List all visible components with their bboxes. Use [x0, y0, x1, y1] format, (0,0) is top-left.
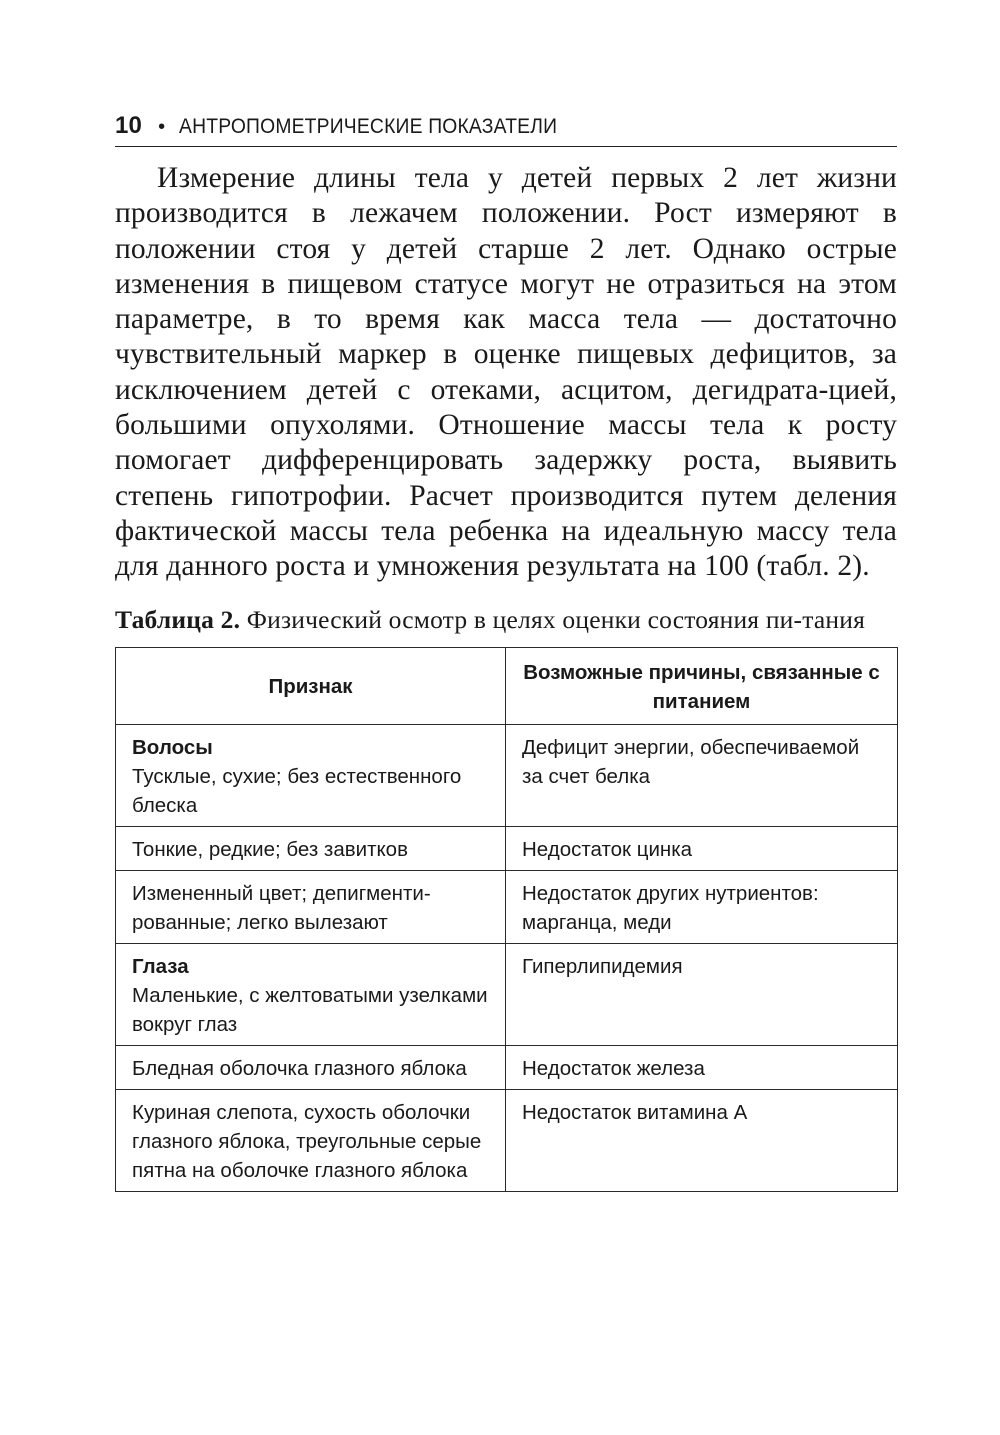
sign-text: Измененный цвет; депигменти-рованные; легко вылезают	[132, 881, 431, 934]
cause-cell	[506, 724, 898, 826]
cause-cell	[506, 1045, 898, 1089]
table-row	[116, 870, 898, 943]
cause-cell	[506, 1089, 898, 1191]
page-number: 10	[115, 112, 143, 139]
table-row	[116, 724, 898, 826]
table-caption-text: Физический осмотр в целях оценки состояния пи-тания	[246, 604, 865, 634]
header-bullet: •	[158, 116, 166, 138]
section-heading-hair: Волосы	[132, 735, 213, 759]
sign-text: Тонкие, редкие; без завитков	[132, 837, 408, 861]
sign-text: Маленькие, с желтоватыми узелками вокруг глаз	[132, 983, 488, 1036]
cause-text: Недостаток железа	[522, 1056, 705, 1080]
sign-cell	[116, 1089, 506, 1191]
column-header-cause: Возможные причины, связанные с питанием	[506, 647, 898, 724]
table-row	[116, 943, 898, 1045]
document-page	[115, 112, 897, 1192]
sign-text: Тусклые, сухие; без естественного блеска	[132, 764, 462, 817]
chapter-title: АНТРОПОМЕТРИЧЕСКИЕ ПОКАЗАТЕЛИ	[179, 115, 558, 138]
sign-cell	[116, 870, 506, 943]
table-caption-label: Таблица 2.	[115, 604, 241, 634]
cause-text: Гиперлипидемия	[522, 954, 683, 978]
sign-cell	[116, 826, 506, 870]
cause-text: Недостаток цинка	[522, 837, 693, 861]
body-paragraph: Измерение длины тела у детей первых 2 лет жизни производится в лежачем положении. Рост измеряют в положении стоя у детей старше 2 лет. Однако острые изменения в пищевом статусе могут не отразиться на этом параметре, в то время как масса тела — достаточно чувствительный маркер в оценке пищевых дефицитов, за исключением детей с отеками, асцитом, дегидрата-цией, большими опухолями. Отношение массы тела к росту помогает дифференцировать задержку роста, выявить степень гипотрофии. Расчет производится путем деления фактической массы тела ребенка на идеальную массу тела для данного роста и умножения результата на 100 (табл. 2).	[115, 162, 897, 583]
running-header	[115, 112, 897, 147]
table-header-row	[116, 647, 898, 724]
table-row	[116, 826, 898, 870]
sign-text: Куриная слепота, сухость оболочки глазного яблока, треугольные серые пятна на оболочке глазного яблока	[132, 1100, 482, 1182]
table-row	[116, 1089, 898, 1191]
table-caption	[115, 605, 897, 635]
table-row	[116, 1045, 898, 1089]
sign-cell	[116, 1045, 506, 1089]
section-heading-eyes: Глаза	[132, 954, 189, 978]
nutrition-exam-table	[115, 647, 898, 1192]
cause-text: Дефицит энергии, обеспечиваемой за счет белка	[522, 735, 860, 788]
cause-cell	[506, 943, 898, 1045]
cause-cell	[506, 826, 898, 870]
column-header-sign: Признак	[116, 647, 506, 724]
cause-cell	[506, 870, 898, 943]
sign-cell	[116, 724, 506, 826]
sign-text: Бледная оболочка глазного яблока	[132, 1056, 467, 1080]
cause-text: Недостаток других нутриентов: марганца, меди	[522, 881, 819, 934]
cause-text: Недостаток витамина А	[522, 1100, 748, 1124]
sign-cell	[116, 943, 506, 1045]
